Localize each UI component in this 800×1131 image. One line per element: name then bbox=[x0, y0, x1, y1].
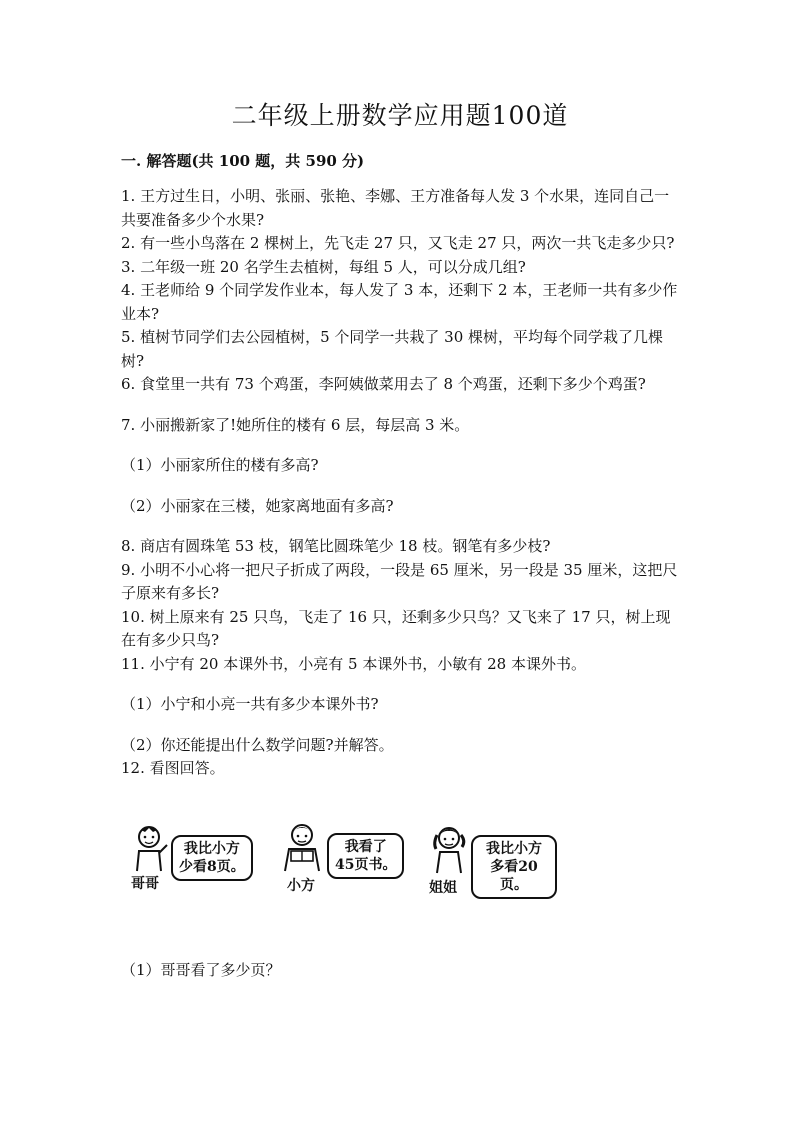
xiaofang-line-2: 45页书。 bbox=[335, 856, 397, 873]
jiejie-line-2: 多看20页。 bbox=[490, 858, 538, 893]
jiejie-name: 姐姐 bbox=[429, 879, 457, 896]
girl-jiejie-icon bbox=[429, 823, 469, 875]
boy-gege-icon bbox=[129, 823, 169, 873]
page-title: 二年级上册数学应用题100道 bbox=[231, 101, 569, 130]
question-9: 9. 小明不小心将一把尺子折成了两段，一段是 65 厘米，另一段是 35 厘米，这把尺子原来有多长? bbox=[121, 560, 678, 602]
question-3: 3. 二年级一班 20 名学生去植树，每组 5 人，可以分成几组? bbox=[121, 257, 526, 276]
gege-line-1: 我比小方 bbox=[183, 840, 240, 857]
question-2: 2. 有一些小鸟落在 2 棵树上，先飞走 27 只，又飞走 27 只，两次一共飞走多少只? bbox=[121, 234, 675, 252]
question-11-part-1: （1）小宁和小亮一共有多少本课外书? bbox=[121, 695, 379, 713]
question-list bbox=[121, 185, 681, 982]
jiejie-line-1: 我比小方 bbox=[486, 840, 542, 857]
gege-speech-bubble bbox=[171, 835, 253, 881]
question-7-part-2: （2）小丽家在三楼，她家离地面有多高? bbox=[121, 496, 394, 515]
question-12-figure bbox=[127, 821, 557, 911]
xiaofang-name: 小方 bbox=[287, 877, 315, 894]
xiaofang-line-1: 我看了 bbox=[344, 838, 387, 855]
question-4: 4. 王老师给 9 个同学发作业本，每人发了 3 本，还剩下 2 本，王老师一共有多少作业本? bbox=[121, 281, 678, 323]
question-6: 6. 食堂里一共有 73 个鸡蛋，李阿姨做菜用去了 8 个鸡蛋，还剩下多少个鸡蛋? bbox=[121, 375, 646, 393]
question-11: 11. 小宁有 20 本课外书，小亮有 5 本课外书，小敏有 28 本课外书。 bbox=[121, 654, 586, 673]
gege-line-2: 少看8页。 bbox=[179, 858, 245, 875]
section-heading: 一. 解答题(共 100 题，共 590 分) bbox=[121, 152, 365, 170]
gege-name: 哥哥 bbox=[131, 875, 159, 892]
question-12-part-1: （1）哥哥看了多少页？ bbox=[121, 960, 281, 979]
question-12: 12. 看图回答。 bbox=[121, 759, 225, 777]
question-1: 1. 王方过生日，小明、张丽、张艳、李娜、王方准备每人发 3 个水果，连同自己一共要准备多少个水果? bbox=[121, 187, 670, 229]
boy-xiaofang-icon bbox=[279, 821, 325, 873]
question-10: 10. 树上原来有 25 只鸟，飞走了 16 只，还剩多少只鸟？又飞来了 17 只，树上现在有多少只鸟? bbox=[121, 607, 671, 649]
xiaofang-speech-bubble bbox=[327, 833, 404, 879]
question-5: 5. 植树节同学们去公园植树，5 个同学一共栽了 30 棵树，平均每个同学栽了几棵树? bbox=[121, 328, 664, 370]
question-8: 8. 商店有圆珠笔 53 枝，钢笔比圆珠笔少 18 枝。钢笔有多少枝? bbox=[121, 537, 551, 555]
jiejie-speech-bubble bbox=[471, 835, 557, 899]
question-7-part-1: （1）小丽家所住的楼有多高? bbox=[121, 456, 319, 474]
question-11-part-2: （2）你还能提出什么数学问题?并解答。 bbox=[121, 735, 394, 754]
question-7: 7. 小丽搬新家了!她所住的楼有 6 层，每层高 3 米。 bbox=[121, 415, 470, 434]
